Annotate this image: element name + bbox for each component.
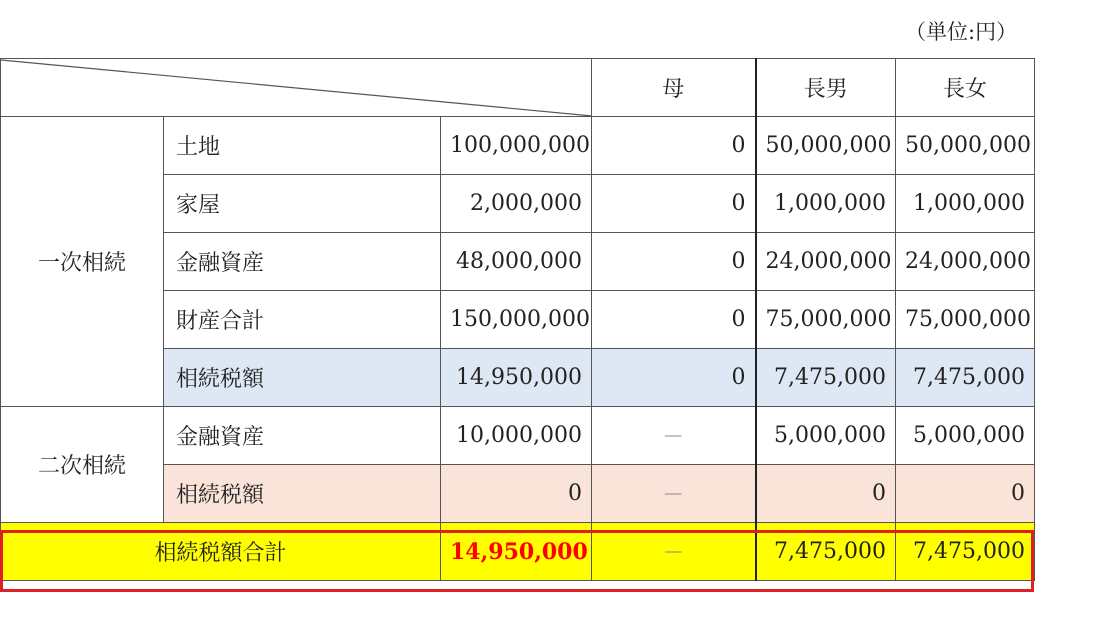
row-son: 24,000,000 (756, 233, 896, 291)
row-daughter: 24,000,000 (896, 233, 1035, 291)
row-mother: 0 (592, 175, 756, 233)
row-daughter: 0 (896, 465, 1035, 523)
inheritance-tax-table (0, 58, 1035, 581)
row-mother: － (592, 465, 756, 523)
grand-total-row (1, 523, 1035, 581)
row-item: 土地 (164, 117, 441, 175)
header-eldest-daughter: 長女 (896, 59, 1035, 117)
row-total: 100,000,000 (441, 117, 592, 175)
row-daughter: 50,000,000 (896, 117, 1035, 175)
row-item: 金融資産 (164, 233, 441, 291)
row-total: 10,000,000 (441, 407, 592, 465)
row-son: 50,000,000 (756, 117, 896, 175)
unit-note: （単位:円） (905, 20, 1018, 44)
row-item: 家屋 (164, 175, 441, 233)
row-son: 7,475,000 (756, 349, 896, 407)
header-eldest-son: 長男 (756, 59, 896, 117)
row-total: 0 (441, 465, 592, 523)
row-item: 財産合計 (164, 291, 441, 349)
row-mother: 0 (592, 291, 756, 349)
row-mother: 0 (592, 349, 756, 407)
diagonal-line (1, 59, 592, 117)
grand-total-value: 14,950,000 (441, 523, 592, 581)
grand-total-daughter: 7,475,000 (896, 523, 1035, 581)
header-mother: 母 (592, 59, 756, 117)
grand-total-mother: － (592, 523, 756, 581)
grand-total-son: 7,475,000 (756, 523, 896, 581)
row-mother: 0 (592, 233, 756, 291)
section-label-first: 一次相続 (1, 117, 164, 407)
row-daughter: 75,000,000 (896, 291, 1035, 349)
row-mother: 0 (592, 117, 756, 175)
row-item: 金融資産 (164, 407, 441, 465)
diagonal-header-cell (1, 59, 592, 117)
header-row (1, 59, 1035, 117)
row-total: 2,000,000 (441, 175, 592, 233)
row-total: 48,000,000 (441, 233, 592, 291)
table-row (1, 407, 1035, 465)
row-mother: － (592, 407, 756, 465)
row-total: 14,950,000 (441, 349, 592, 407)
row-item: 相続税額 (164, 349, 441, 407)
row-daughter: 5,000,000 (896, 407, 1035, 465)
row-daughter: 1,000,000 (896, 175, 1035, 233)
row-son: 0 (756, 465, 896, 523)
row-total: 150,000,000 (441, 291, 592, 349)
row-son: 5,000,000 (756, 407, 896, 465)
row-son: 75,000,000 (756, 291, 896, 349)
grand-total-label: 相続税額合計 (1, 523, 441, 581)
row-son: 1,000,000 (756, 175, 896, 233)
table-row (1, 117, 1035, 175)
row-daughter: 7,475,000 (896, 349, 1035, 407)
section-label-second: 二次相続 (1, 407, 164, 523)
row-item: 相続税額 (164, 465, 441, 523)
